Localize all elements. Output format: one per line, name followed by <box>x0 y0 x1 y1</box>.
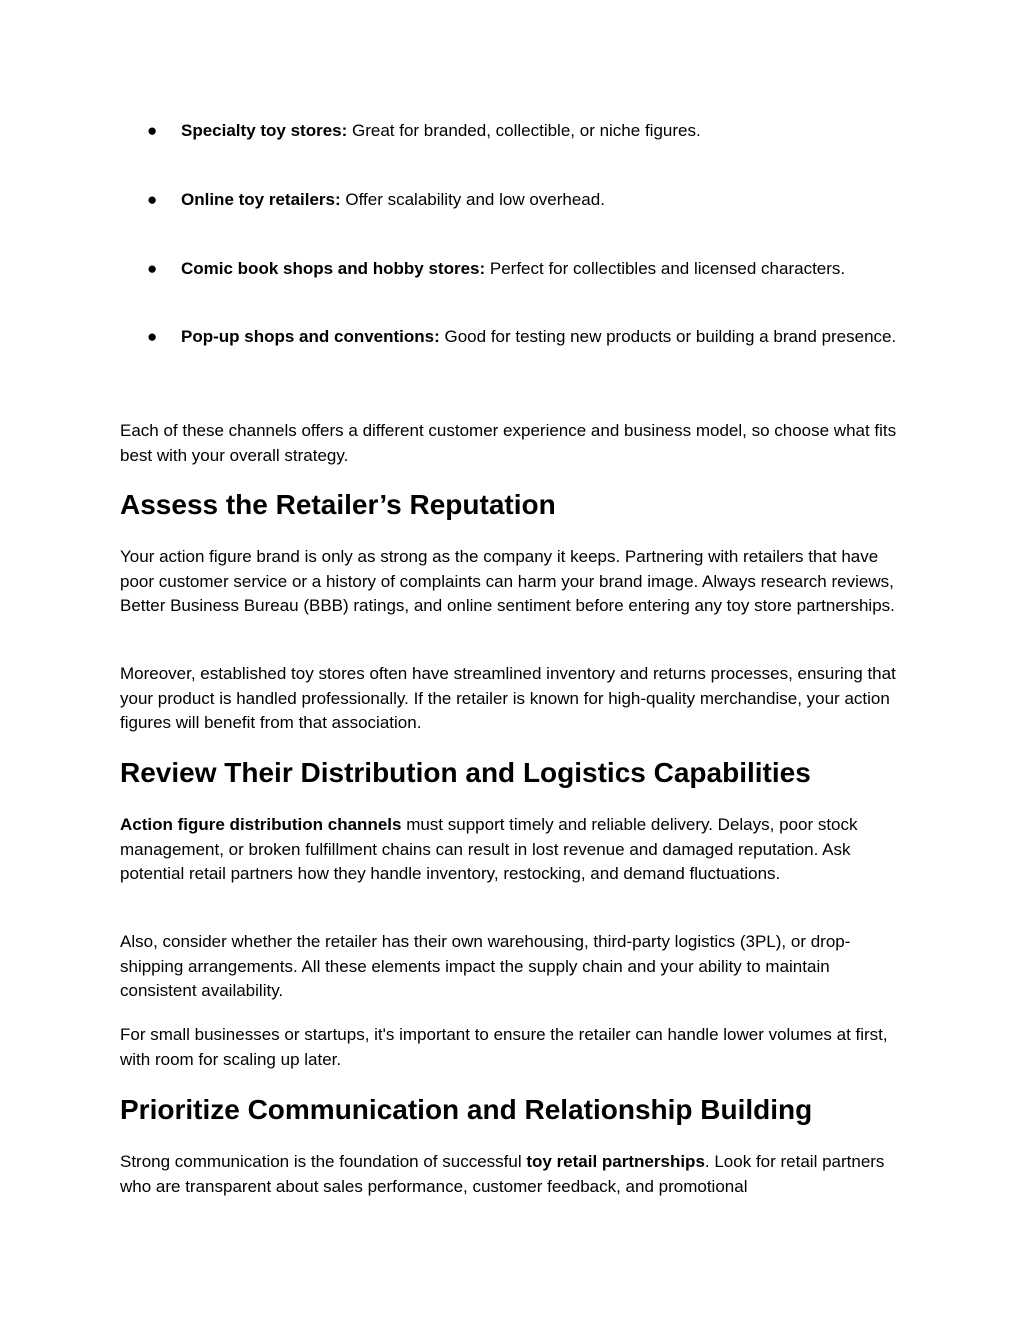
list-item-bold: Pop-up shops and conventions: <box>181 327 440 346</box>
reputation-paragraph-2: Moreover, established toy stores often have streamlined inventory and returns processes, ensuring that your product is handled professionally. If the retailer is known for high-quality merchandise, your action figures will benefit from that association. <box>120 664 896 732</box>
bullet-icon: ● <box>147 259 158 278</box>
list-item-text <box>181 325 910 350</box>
intro-paragraph: Each of these channels offers a different customer experience and business model, so choose what fits best with your overall strategy. <box>120 421 897 465</box>
list-item-body: Perfect for collectibles and licensed characters. <box>485 259 846 278</box>
communication-paragraph-1 <box>120 1150 910 1199</box>
distribution-paragraph-1 <box>120 813 910 887</box>
bullet-icon: ● <box>147 190 158 209</box>
reputation-paragraph-1: Your action figure brand is only as strong as the company it keeps. Partnering with retailers that have poor customer service or a history of complaints can harm your brand image. Always research reviews, Better Business Bureau (BBB) ratings, and online sentiment before entering any toy store partnerships. <box>120 547 895 615</box>
communication-paragraph-rest: . Look for retail partners who are transparent about sales performance, customer feedback, and promotional <box>120 1152 885 1196</box>
section-heading-distribution: Review Their Distribution and Logistics Capabilities <box>120 757 811 788</box>
bullet-icon: ● <box>147 121 158 140</box>
bullet-icon: ● <box>147 327 158 346</box>
list-item-body: Good for testing new products or building a brand presence. <box>439 327 897 346</box>
communication-paragraph-start: Strong communication is the foundation of successful <box>120 1152 527 1171</box>
communication-bold-phrase: toy retail partnerships <box>526 1152 705 1171</box>
list-item-text <box>181 257 910 282</box>
list-item <box>120 119 910 144</box>
list-item-body: Offer scalability and low overhead. <box>340 190 605 209</box>
list-item-bold: Online toy retailers: <box>181 190 341 209</box>
distribution-paragraph-1-body: must support timely and reliable delivery. Delays, poor stock management, or broken fulfillment chains can result in lost revenue and damaged reputation. Ask potential retail partners how they handle inventory, restocking, and demand fluctuations. <box>120 815 858 883</box>
list-item <box>120 325 910 350</box>
list-item-body: Great for branded, collectible, or niche figures. <box>347 121 701 140</box>
list-item <box>120 188 910 213</box>
list-item-text <box>181 188 910 213</box>
list-item <box>120 257 910 282</box>
distribution-bold-phrase: Action figure distribution channels <box>120 815 402 834</box>
section-heading-reputation: Assess the Retailer’s Reputation <box>120 489 556 520</box>
list-item-text <box>181 119 910 144</box>
distribution-paragraph-3: For small businesses or startups, it's important to ensure the retailer can handle lower volumes at first, with room for scaling up later. <box>120 1025 888 1069</box>
section-heading-communication: Prioritize Communication and Relationship Building <box>120 1094 813 1125</box>
list-item-bold: Specialty toy stores: <box>181 121 348 140</box>
distribution-paragraph-2: Also, consider whether the retailer has their own warehousing, third-party logistics (3PL), or drop-shipping arrangements. All these elements impact the supply chain and your ability to maintain consistent availability. <box>120 932 851 1000</box>
list-item-bold: Comic book shops and hobby stores: <box>181 259 486 278</box>
